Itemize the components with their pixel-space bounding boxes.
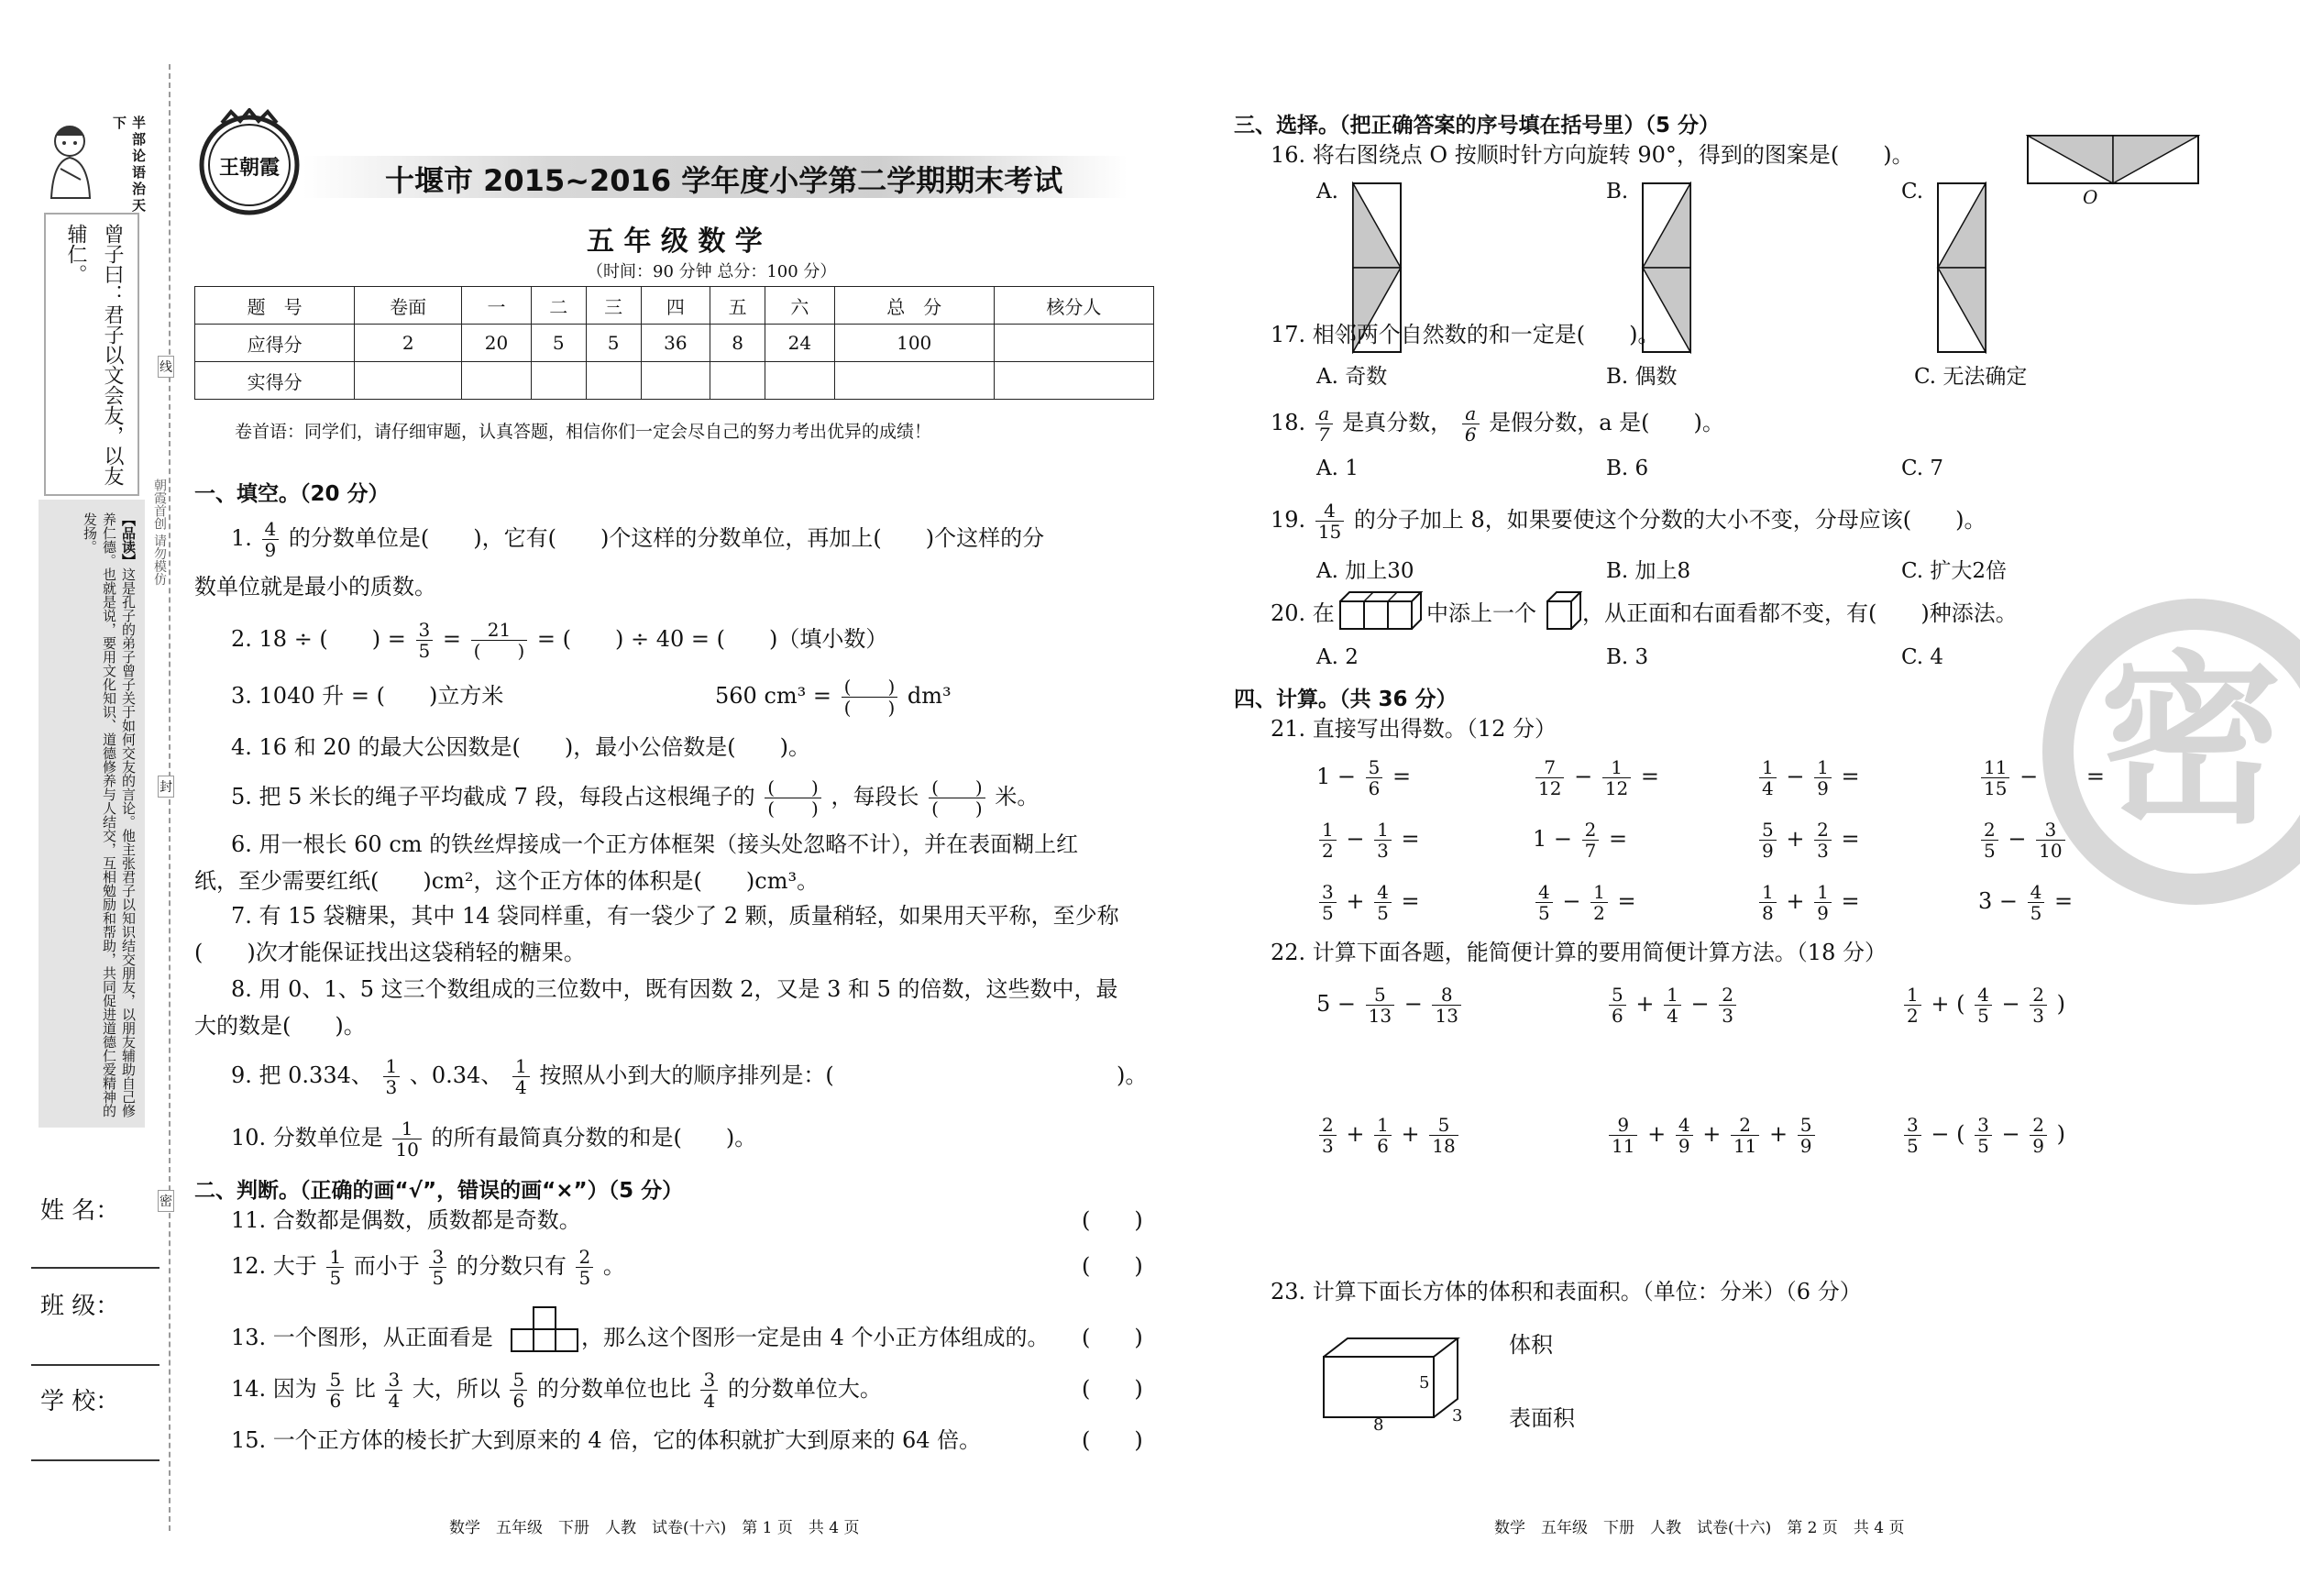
q16-option-b[interactable]: B. [1606,180,1629,204]
front-view-icon [510,1305,579,1357]
q18-option-b[interactable]: B. 6 [1606,457,1649,480]
class-label: 班 级： [40,1293,120,1320]
calc-item: $\frac{11}{15}$ − $\frac{8}{15}$ = [1978,757,2105,798]
seal-mark-1: 线 [158,356,174,378]
q-text: 、0.34、 [409,1062,503,1088]
q-text: 的分数单位是( )，它有( )个这样的分数单位，再加上( )个这样的分 [288,525,1045,551]
table-cell: 2 [355,325,462,362]
q19-option-b[interactable]: B. 加上8 [1606,559,1691,583]
page-title: 十堰市 2015~2016 学年度小学第二学期期末考试 [385,163,1063,198]
calc-item: $\frac{9}{11}$ + $\frac{4}{9}$ + $\frac{2}{11}$ + $\frac{5}{9}$ [1606,1115,1818,1156]
judge-paren[interactable]: ( ) [1082,1207,1143,1233]
question-2 [231,620,887,661]
judge-paren[interactable]: ( ) [1082,1325,1143,1350]
question-22: 22. 计算下面各题，能简便计算的要用简便计算方法。（18 分） [1271,940,1887,965]
fraction: $\frac{3}{5}$ [416,620,434,661]
footer-left: 数学 五年级 下册 人教 试卷(十六) 第 1 页 共 4 页 [449,1519,860,1537]
q-num: 19. [1271,507,1306,533]
q-num: 1. [231,525,252,551]
question-1-cont: 数单位就是最小的质数。 [194,574,436,600]
calc-item: $\frac{2}{3}$ + $\frac{1}{6}$ + $\frac{5}{18}$ [1316,1115,1461,1156]
q-text: 的所有最简真分数的和是( )。 [431,1125,757,1150]
reading-text [80,512,138,1117]
judge-paren[interactable]: ( ) [1082,1253,1143,1279]
question-6: 6. 用一根长 60 cm 的铁丝焊接成一个正方体框架（接头处忽略不计），并在表面糊上红 [231,831,1079,857]
question-11: 11. 合数都是偶数，质数都是奇数。 [231,1207,581,1233]
table-cell: 5 [531,325,586,362]
q-text: 10. 分数单位是 [231,1125,383,1150]
fraction: $\frac{5}{6}$ [326,1370,344,1411]
section-2-title: 二、判断。（正确的画“√”，错误的画“×”）（5 分） [194,1179,684,1203]
logo [194,108,304,218]
score-table [194,286,1154,400]
time-info: （时间：90 分钟 总分：100 分） [587,262,837,281]
table-cell: 六 [765,287,835,325]
class-field[interactable] [31,1364,160,1366]
question-3b [715,677,952,718]
watermark-seal [2035,587,2300,917]
name-label: 姓 名： [40,1197,120,1225]
table-row [195,287,1154,325]
calc-item: $\frac{3}{5}$ − ( $\frac{3}{5}$ − $\frac{2}{9}$ ) [1901,1115,2065,1156]
q19-option-c[interactable]: C. 扩大2倍 [1901,559,2008,583]
point-o-label: O [2083,186,2098,208]
table-cell: 8 [710,325,765,362]
volume-label: 体积 [1509,1332,1553,1358]
quote-box [44,213,139,496]
calc-item: $\frac{5}{6}$ + $\frac{1}{4}$ − $\frac{2}{3}$ [1606,985,1739,1026]
calc-item: $\frac{1}{4}$ − $\frac{1}{9}$ = [1756,757,1860,798]
table-cell: 三 [586,287,641,325]
q-num: 18. [1271,410,1306,435]
q20-option-c[interactable]: C. 4 [1901,645,1944,669]
cuboid-figure [1320,1335,1467,1430]
dim-height: 5 [1419,1373,1430,1392]
judge-paren[interactable]: ( ) [1082,1427,1143,1453]
q17-option-a[interactable]: A. 奇数 [1316,365,1388,389]
q-text: 的分数单位也比 [536,1376,691,1402]
score-input-cell[interactable] [462,362,532,400]
calc-item: $\frac{2}{5}$ − $\frac{3}{10}$ = [1978,820,2093,861]
score-input-cell[interactable] [765,362,835,400]
q-text: ，每段长 [831,784,919,809]
table-cell: 36 [641,325,710,362]
calc-item: $\frac{4}{5}$ − $\frac{1}{2}$ = [1533,882,1636,923]
fraction: $\frac{5}{6}$ [510,1370,527,1411]
section-4-title: 四、计算。（共 36 分） [1234,688,1458,711]
fraction: $\frac{a}{6}$ [1462,403,1480,445]
fraction: $\frac{1}{4}$ [512,1056,530,1097]
fraction: $\frac{a}{7}$ [1315,403,1333,445]
fraction: $\frac{1}{5}$ [326,1247,344,1288]
calc-item: $\frac{3}{5}$ + $\frac{4}{5}$ = [1316,882,1420,923]
score-input-cell[interactable] [355,362,462,400]
q-text: 是真分数， [1342,410,1453,435]
q18-option-c[interactable]: C. 7 [1901,457,1944,480]
table-cell: 24 [765,325,835,362]
table-cell: 应得分 [195,325,355,362]
table-cell: 实得分 [195,362,355,400]
calc-item: 3 − $\frac{4}{5}$ = [1978,881,2074,924]
cube-icon [1546,590,1582,634]
calc-item: 5 − $\frac{5}{13}$ − $\frac{8}{13}$ [1316,985,1464,1026]
question-14 [231,1370,882,1411]
q-text: 13. 一个图形，从正面看是 [231,1325,493,1350]
question-7: 7. 有 15 袋糖果，其中 14 袋同样重，有一袋少了 2 颗，质量稍轻，如果用天平称，至少称 [231,903,1119,929]
question-10 [231,1118,756,1160]
q-text: 比 [353,1376,376,1402]
name-field[interactable] [31,1267,160,1269]
q17-option-b[interactable]: B. 偶数 [1606,365,1678,389]
q-text: 12. 大于 [231,1253,317,1279]
question-3 [231,682,503,710]
q-text: 14. 因为 [231,1376,317,1402]
section-1-title: 一、填空。（20 分） [194,482,390,506]
reading-box [39,500,145,1128]
question-15: 15. 一个正方体的棱长扩大到原来的 4 倍，它的体积就扩大到原来的 64 倍。 [231,1427,982,1453]
q-text: 米。 [995,784,1040,809]
q17-option-c[interactable]: C. 无法确定 [1914,365,2028,389]
q-text: 5. 把 5 米长的绳子平均截成 7 段，每段占这根绳子的 [231,784,755,809]
q16-option-c[interactable]: C. [1901,180,1924,204]
calc-item: $\frac{1}{2}$ − $\frac{1}{3}$ = [1316,820,1420,861]
rotation-figure [2026,134,2200,211]
table-cell: 一 [462,287,532,325]
table-cell: 四 [641,287,710,325]
q18-option-a[interactable]: A. 1 [1316,457,1359,480]
watermark-char: 密 [2099,635,2283,849]
question-12 [231,1247,625,1288]
q-text: 而小于 [353,1253,420,1279]
q-text: 的分子加上 8，如果要使这个分数的大小不变，分母应该( )。 [1353,507,1986,533]
q-text: = [442,626,462,652]
fraction: $\frac{21}{( )}$ [471,620,528,661]
score-input-cell[interactable] [994,362,1153,400]
logo-text: 王朝霞 [218,156,280,180]
fraction: $\frac{3}{4}$ [385,1370,402,1411]
table-row [195,325,1154,362]
cube-stack-icon [1338,590,1426,636]
question-9-end: )。 [1117,1062,1148,1088]
q-text: 大，所以 [412,1376,501,1402]
quote-text: 曾子曰：君子以文会友，以友辅仁。 [64,224,124,486]
calc-item: $\frac{1}{2}$ + ( $\frac{4}{5}$ − $\frac{2}{3}$ ) [1901,985,2065,1026]
question-17: 17. 相邻两个自然数的和一定是( )。 [1271,322,1660,347]
fraction: $\frac{3}{5}$ [429,1247,446,1288]
question-20c: ，从正面和右面看都不变，有( )种添法。 [1582,600,2018,626]
seal-mark-2: 封 [158,776,174,798]
fraction: $\frac{4}{9}$ [262,519,280,560]
question-5 [231,777,1039,819]
q-text: 是假分数，a 是( )。 [1489,410,1724,435]
dim-width: 3 [1452,1406,1463,1425]
q-text: 的分数只有 [456,1253,567,1279]
calc-item: 1 − $\frac{5}{6}$ = [1316,756,1412,799]
table-cell: 核分人 [994,287,1153,325]
q-text: 2. 18 ÷ ( ) = [231,626,406,652]
q19-option-a[interactable]: A. 加上30 [1316,559,1414,583]
margin-note: 朝霞首创 请勿模仿 [152,479,167,586]
seal-mark-3: 密 [158,1190,174,1212]
mascot-icon [35,116,106,200]
fraction: $\frac{2}{5}$ [576,1247,593,1288]
question-19 [1271,501,1986,542]
q-text: = ( ) ÷ 40 = ( )（填小数） [536,626,888,652]
fraction: $\frac{( )}{( )}$ [765,777,821,819]
q-text: 560 cm³ = [715,683,831,709]
q16-option-a[interactable]: A. [1316,180,1338,204]
table-cell: 卷面 [355,287,462,325]
q-text: 的分数单位大。 [727,1376,882,1402]
question-4: 4. 16 和 20 的最大公因数是( )，最小公倍数是( )。 [231,734,810,760]
calc-item: $\frac{5}{9}$ + $\frac{2}{3}$ = [1756,820,1860,861]
q-text: 9. 把 0.334、 [231,1062,373,1088]
q-text: dm³ [907,683,952,709]
calc-item: $\frac{7}{12}$ − $\frac{1}{12}$ = [1533,757,1659,798]
table-cell: 五 [710,287,765,325]
score-input-cell[interactable] [710,362,765,400]
badge: 半部论语治天下 [111,116,147,215]
preface: 卷首语：同学们，请仔细审题，认真答题，相信你们一定会尽自己的努力考出优异的成绩！ [235,422,932,442]
dim-length: 8 [1373,1415,1384,1435]
q16-figure-c [1936,182,1987,358]
q-text: 按照从小到大的顺序排列是：( [539,1062,834,1088]
question-23: 23. 计算下面长方体的体积和表面积。（单位：分米）（6 分） [1271,1279,1862,1304]
section-3-title: 三、选择。（把正确答案的序号填在括号里）（5 分） [1234,114,1721,138]
fraction: $\frac{( )}{( )}$ [929,777,985,819]
score-input-cell[interactable] [531,362,586,400]
calc-item: 1 − $\frac{2}{7}$ = [1533,819,1628,862]
question-8-cont: 大的数是( )。 [194,1013,366,1039]
school-field[interactable] [31,1459,160,1461]
reading-body: 这是孔子的弟子曾子关于如何交友的言论。他主张君子以知识结交朋友，以朋友辅助自己修养仁德。也就是说，要用文化知识、道德修养与人结交，互相勉励和帮助，共同促进道德仁爱精神的发扬。 [82,512,137,1117]
school-label: 学 校： [40,1388,120,1415]
score-input-cell[interactable] [586,362,641,400]
question-13 [231,1324,493,1351]
surface-area-label: 表面积 [1509,1405,1575,1431]
table-cell: 题 号 [195,287,355,325]
fraction: $\frac{4}{15}$ [1315,501,1344,542]
question-21: 21. 直接写出得数。（12 分） [1271,716,1557,742]
judge-paren[interactable]: ( ) [1082,1376,1143,1402]
table-cell: 5 [586,325,641,362]
question-9 [231,1056,834,1097]
left-strip [31,110,149,1118]
table-cell: 100 [834,325,994,362]
fraction: $\frac{1}{3}$ [383,1056,401,1097]
fraction: $\frac{( )}{( )}$ [842,677,898,718]
q20-option-b[interactable]: B. 3 [1606,645,1649,669]
score-input-cell[interactable] [834,362,994,400]
question-16: 16. 将右图绕点 O 按顺时针方向旋转 90°，得到的图案是( )。 [1271,142,1914,168]
question-20a: 20. 在 [1271,600,1335,626]
fraction: $\frac{3}{4}$ [700,1370,718,1411]
question-8: 8. 用 0、1、5 这三个数组成的三位数中，既有因数 2，又是 3 和 5 的倍数，这些数中，最 [231,976,1118,1002]
table-cell: 总 分 [834,287,994,325]
score-input-cell[interactable] [641,362,710,400]
footer-right: 数学 五年级 下册 人教 试卷(十六) 第 2 页 共 4 页 [1494,1519,1905,1537]
question-6-cont: 纸，至少需要红纸( )cm²，这个正方体的体积是( )cm³。 [194,868,820,894]
question-13b: ，那么这个图形一定是由 4 个小正方体组成的。 [581,1325,1050,1350]
question-1 [231,519,1044,560]
calc-item: $\frac{1}{8}$ + $\frac{1}{9}$ = [1756,882,1860,923]
reading-label: 【品读】 [120,512,137,567]
q-text: 。 [602,1253,625,1279]
q-text: 3. 1040 升 = ( )立方米 [231,683,504,709]
q20-option-a[interactable]: A. 2 [1316,645,1359,669]
seal-line [169,64,171,1531]
table-row [195,362,1154,400]
question-20b: 中添上一个 [1426,600,1536,626]
question-7-cont: ( )次才能保证找出这袋稍轻的糖果。 [194,940,586,965]
table-cell [994,325,1153,362]
table-cell: 20 [462,325,532,362]
subject-title: 五 年 级 数 学 [587,226,763,258]
fraction: $\frac{1}{10}$ [392,1118,421,1160]
question-18 [1271,403,1724,445]
table-cell: 二 [531,287,586,325]
